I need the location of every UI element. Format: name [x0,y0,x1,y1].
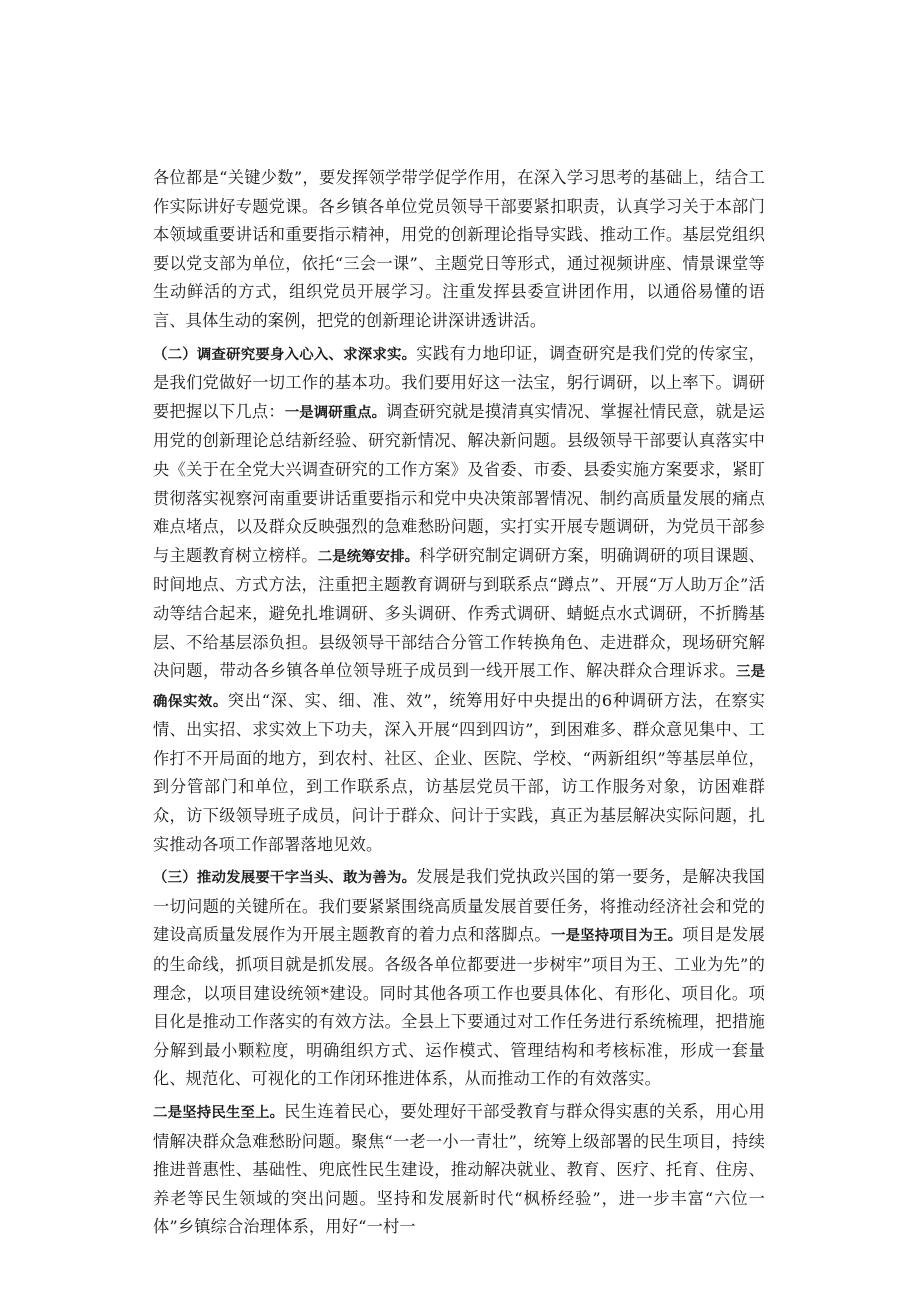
point-heading-livelihood: 二是坚持民生至上。 [153,1105,285,1121]
text-span: 调查研究就是摸清真实情况、掌握社情民意，就是运用党的创新理论总结新经验、研究新情况、解决新问题。县级领导干部要认真落实中央《关于在全党大兴调查研究的工作方案》及省委、市委、县委实施方案要求，紧盯贯彻落实视察河南重要讲话重要指示和党中央决策部署情况、制约高质量发展的痛点难点堵点，以及群众反映强烈的急难愁盼问题，实打实开展专题调研，为党员干部参与主题教育树立榜样。 [153,401,765,565]
text-span: 民生连着民心，要处理好干部受教育与群众得实惠的关系，用心用情解决群众急难愁盼问题。聚焦“一老一小一青壮”，统筹上级部署的民生项目，持续推进普惠性、基础性、兜底性民生建设，推动解决就业、教育、医疗、托育、住房、养老等民生领域的突出问题。坚持和发展新时代“枫桥经验”，进一步丰富“六位一体”乡镇综合治理体系，用好“一村一 [153,1102,765,1237]
text-span: 科学研究制定调研方案，明确调研的项目课题、时间地点、方式方法，注重把主题教育调研与到联系点“蹲点”、开展“万人助万企”活动等结合起来，避免扎堆调研、多头调研、作秀式调研、蜻蜓点水式调研，不折腾基层、不给基层添负担。县级领导干部结合分管工作转换角色、走进群众，现场研究解决问题，带动各乡镇各单位领导班子成员到一线开展工作、解决群众合理诉求。 [153,545,765,681]
text-span: 项目是发展的生命线，抓项目就是抓发展。各级各单位都要进一步树牢”项目为王、工业为先”的理念，以项目建设统领*建设。同时其他各项工作也要具体化、有形化、项目化。项目化是推动工作落实的有效方法。全县上下要通过对工作任务进行系统梳理，把措施分解到最小颗粒度，明确组织方式、运作模式、管理结构和考核标准，形成一套量化、规范化、可视化的工作闭环推进体系，从而推动工作的有效落实。 [153,925,765,1089]
point-heading-1: 一是调研重点。 [284,404,387,421]
text-span: 发展是我们党执政兴国的第一要务，是解决我国一切问题的关键所在。我们要紧紧围绕高质量发展首要任务，将推动经济社会和党的建设高质量发展作为开展主题教育的着力点和落脚点。 [153,867,765,945]
text-span: 各位都是“关键少数”，要发挥领学带学促学作用，在深入学习思考的基础上，结合工作实际讲好专题党课。各乡镇各单位党员领导干部要紧扣职责，认真学习关于本部门本领域重要讲话和重要指示精神，用党的创新理论指导实践、推动工作。基层党组织要以党支部为单位，依托“三会一课”、主题党日等形式，通过视频讲座、情景课堂等生动鲜活的方式，组织党员开展学习。注重发挥县委宣讲团作用，以通俗易懂的语言、具体生动的案例，把党的创新理论讲深讲透讲活。 [153,168,765,330]
point-heading-2: 二是统筹安排。 [317,548,420,565]
section-heading-development: （三）推动发展要干字当头、敢为善为。 [153,870,417,887]
paragraph-livelihood [153,1098,765,1242]
point-heading-projects: 一是坚持项目为王。 [550,928,683,945]
paragraph-study [153,164,765,336]
point-heading-3: 三是确保实效。 [153,664,765,710]
document-body [153,164,765,1242]
paragraph-development [153,863,765,1094]
text-span: 实践有力地印证，调查研究是我们党的传家宝，是我们党做好一切工作的基本功。我们要用好这一法宝，躬行调研，以上率下。调研要把握以下几点： [153,343,765,421]
text-span: 突出“深、实、细、准、效”，统筹用好中央提出的6种调研方法，在察实情、出实招、求实效上下功夫，深入开展“四到四访”，到困难多、群众意见集中、工作打不开局面的地方，到农村、社区、企业、医院、学校、“两新组织”等基层单位，到分管部门和单位，到工作联系点，访基层党员干部，访工作服务对象，访困难群众，访下级领导班子成员，问计于群众、问计于实践，真正为基层解决实际问题，扎实推动各项工作部署落地见效。 [153,690,765,854]
paragraph-research [153,340,765,860]
section-heading-research: （二）调查研究要身入心入、求深求实。 [153,346,417,363]
